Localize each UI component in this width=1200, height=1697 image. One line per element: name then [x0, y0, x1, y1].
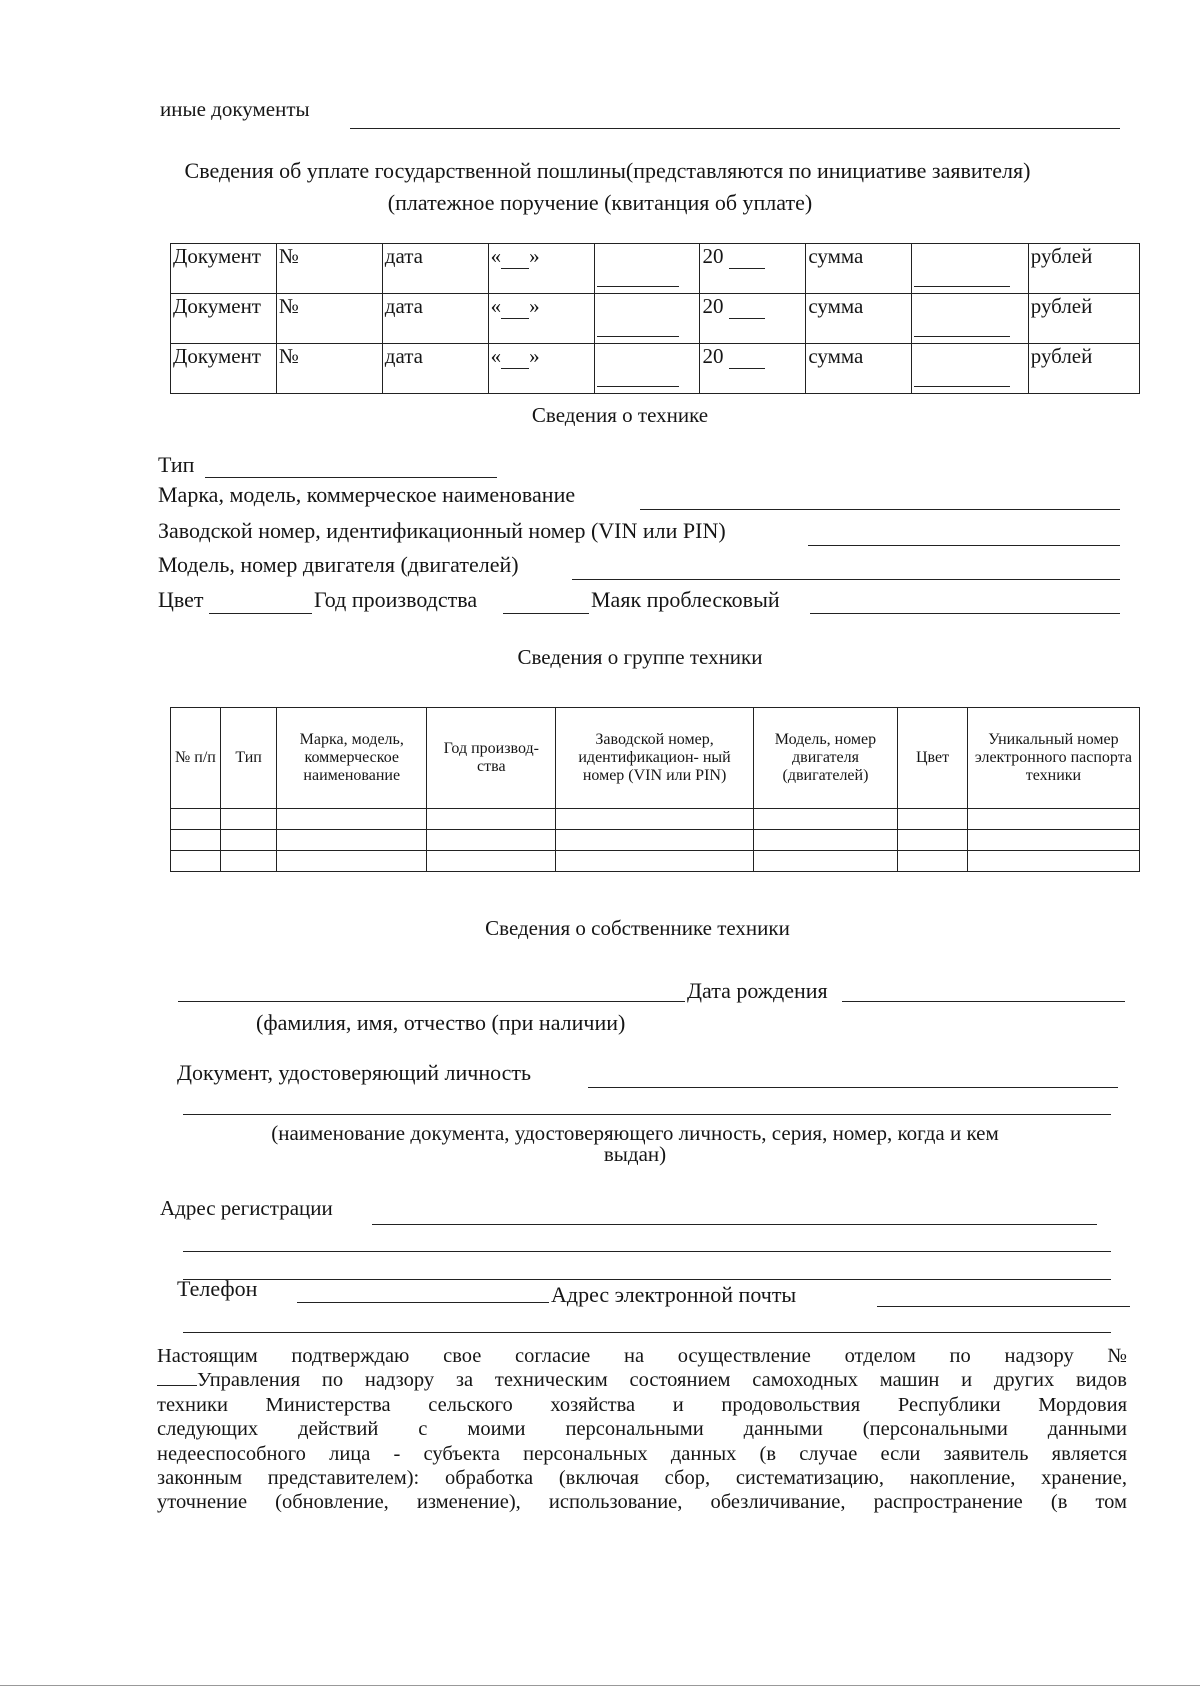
- group-table-cell[interactable]: [171, 830, 221, 851]
- fee-amount-cell[interactable]: [912, 244, 1028, 294]
- owner-extra-field[interactable]: [183, 1332, 1111, 1333]
- fee-doc-label: Документ: [173, 344, 261, 368]
- fee-quote-close: »: [529, 344, 540, 368]
- fee-day-cell[interactable]: [488, 244, 594, 294]
- fee-sum-label: сумма: [808, 294, 864, 318]
- group-table-cell[interactable]: [898, 851, 968, 872]
- fee-date-label: дата: [384, 244, 423, 268]
- fee-sum-label: сумма: [808, 244, 864, 268]
- group-col-header: Заводской номер, идентификацион- ный номер (VIN или PIN): [556, 708, 753, 809]
- tech-serial-field[interactable]: [808, 545, 1120, 546]
- group-table-cell[interactable]: [220, 809, 276, 830]
- group-table-cell[interactable]: [967, 809, 1139, 830]
- fee-amount-field[interactable]: [914, 268, 1010, 287]
- fee-day-cell[interactable]: [488, 344, 594, 394]
- fee-row: [171, 244, 1140, 294]
- owner-fio-caption: (фамилия, имя, отчество (при наличии): [256, 1010, 626, 1035]
- fee-amount-field[interactable]: [914, 318, 1010, 337]
- fee-day-field[interactable]: [501, 350, 529, 369]
- fee-num-label: №: [278, 344, 299, 368]
- consent-line: Настоящим подтверждаю свое согласие на осуществление отделом по надзору №: [157, 1345, 1127, 1367]
- fee-quote-close: »: [529, 294, 540, 318]
- tech-color-field[interactable]: [209, 613, 312, 614]
- group-title: Сведения о группе техники: [517, 645, 763, 669]
- group-table-cell[interactable]: [967, 851, 1139, 872]
- consent-line: техники Министерства сельского хозяйства и продовольствия Республики Мордовия: [157, 1393, 1127, 1416]
- fee-table: [170, 243, 1140, 394]
- owner-email-field[interactable]: [877, 1306, 1130, 1307]
- tech-type-label: Тип: [158, 452, 195, 477]
- group-col-header: Марка, модель, коммерческое наименование: [277, 708, 427, 809]
- fee-year-field[interactable]: [729, 300, 765, 319]
- owner-fio-field[interactable]: [178, 1001, 685, 1002]
- fee-year-cell[interactable]: [700, 344, 806, 394]
- fee-doc-number-cell[interactable]: [276, 294, 382, 344]
- group-table-cell[interactable]: [427, 830, 556, 851]
- fee-title: Сведения об уплате государственной пошлины(представляются по инициативе заявителя): [184, 158, 1031, 183]
- tech-brand-field[interactable]: [640, 509, 1120, 510]
- fee-sum-label: сумма: [808, 344, 864, 368]
- owner-birth-label: Дата рождения: [687, 978, 828, 1003]
- fee-quote-open: «: [490, 344, 502, 368]
- group-col-header: Цвет: [898, 708, 968, 809]
- consent-line: недееспособного лица - субъекта персональных данных (в случае если заявитель является: [157, 1442, 1127, 1465]
- group-table-cell[interactable]: [753, 851, 897, 872]
- tech-year-field[interactable]: [503, 613, 589, 614]
- fee-amount-cell[interactable]: [912, 294, 1028, 344]
- group-table-cell[interactable]: [898, 830, 968, 851]
- owner-phone-field[interactable]: [297, 1302, 549, 1303]
- group-table: [170, 707, 1140, 872]
- owner-address-field[interactable]: [372, 1224, 1097, 1225]
- group-table-cell[interactable]: [220, 830, 276, 851]
- group-col-header: № п/п: [171, 708, 221, 809]
- fee-num-label: №: [278, 244, 299, 268]
- group-table-cell[interactable]: [556, 809, 753, 830]
- fee-year-cell[interactable]: [700, 244, 806, 294]
- tech-brand-label: Марка, модель, коммерческое наименование: [158, 482, 576, 507]
- owner-email-label: Адрес электронной почты: [551, 1282, 797, 1307]
- tech-beacon-label: Маяк проблесковый: [591, 587, 780, 612]
- group-table-cell[interactable]: [556, 851, 753, 872]
- consent-line: следующих действий с моими персональными данными (персональными данными: [157, 1418, 1127, 1441]
- group-table-cell[interactable]: [753, 809, 897, 830]
- scan-edge-divider: [0, 1685, 1200, 1686]
- fee-doc-label: Документ: [173, 294, 261, 318]
- group-table-row: [171, 830, 1140, 851]
- group-table-row: [171, 851, 1140, 872]
- fee-year-label: 20: [702, 294, 724, 318]
- fee-day-field[interactable]: [501, 250, 529, 269]
- group-col-header: Модель, номер двигателя (двигателей): [753, 708, 897, 809]
- group-col-header: Уникальный номер электронного паспорта техники: [967, 708, 1139, 809]
- consent-line: законным представителем): обработка (включая сбор, систематизацию, накопление, хранение,: [157, 1467, 1127, 1490]
- tech-title: Сведения о технике: [531, 403, 709, 427]
- group-table-cell[interactable]: [898, 809, 968, 830]
- owner-id-doc-caption-2: выдан): [603, 1142, 667, 1166]
- fee-currency-label: рублей: [1030, 244, 1093, 268]
- fee-doc-number-cell[interactable]: [276, 244, 382, 294]
- tech-engine-label: Модель, номер двигателя (двигателей): [158, 552, 519, 577]
- group-table-cell[interactable]: [220, 851, 276, 872]
- fee-month-field[interactable]: [597, 268, 679, 287]
- fee-subtitle: (платежное поручение (квитанция об уплате): [387, 190, 813, 215]
- owner-title: Сведения о собственнике техники: [485, 916, 790, 940]
- fee-day-field[interactable]: [501, 300, 529, 319]
- fee-currency-label: рублей: [1030, 344, 1093, 368]
- fee-month-cell[interactable]: [594, 244, 700, 294]
- fee-month-field[interactable]: [597, 368, 679, 387]
- tech-serial-label: Заводской номер, идентификационный номер (VIN или PIN): [158, 518, 726, 543]
- tech-beacon-field[interactable]: [810, 613, 1120, 614]
- group-table-cell[interactable]: [967, 830, 1139, 851]
- group-table-cell[interactable]: [277, 809, 427, 830]
- tech-year-label: Год производства: [314, 587, 478, 612]
- group-table-cell[interactable]: [277, 851, 427, 872]
- consent-dept-number-field[interactable]: [157, 1369, 197, 1386]
- group-table-cell[interactable]: [277, 830, 427, 851]
- fee-month-field[interactable]: [597, 318, 679, 337]
- fee-row: [171, 294, 1140, 344]
- owner-birth-field[interactable]: [842, 1001, 1125, 1002]
- group-table-cell[interactable]: [556, 830, 753, 851]
- group-col-header: Тип: [220, 708, 276, 809]
- fee-day-cell[interactable]: [488, 294, 594, 344]
- tech-engine-field[interactable]: [572, 579, 1120, 580]
- fee-quote-open: «: [490, 244, 502, 268]
- consent-line: Управления по надзору за техническим состоянием самоходных машин и других видов: [197, 1369, 1127, 1392]
- fee-quote-close: »: [529, 244, 540, 268]
- fee-month-cell[interactable]: [594, 294, 700, 344]
- owner-address-label: Адрес регистрации: [160, 1196, 333, 1220]
- fee-quote-open: «: [490, 294, 502, 318]
- group-table-cell[interactable]: [427, 851, 556, 872]
- owner-id-doc-field-2[interactable]: [183, 1114, 1111, 1115]
- fee-date-label: дата: [384, 344, 423, 368]
- fee-year-label: 20: [702, 244, 724, 268]
- group-table-cell[interactable]: [427, 809, 556, 830]
- group-col-header: Год производ- ства: [427, 708, 556, 809]
- consent-line: уточнение (обновление, изменение), использование, обезличивание, распространение (в том: [157, 1491, 1127, 1514]
- fee-year-label: 20: [702, 344, 724, 368]
- fee-year-cell[interactable]: [700, 294, 806, 344]
- owner-address-field-2[interactable]: [183, 1251, 1111, 1252]
- fee-amount-field[interactable]: [914, 368, 1010, 387]
- owner-address-field-3[interactable]: [183, 1279, 1111, 1280]
- owner-id-doc-caption-1: (наименование документа, удостоверяющего личность, серия, номер, когда и кем: [271, 1121, 999, 1145]
- fee-date-label: дата: [384, 294, 423, 318]
- tech-color-label: Цвет: [158, 587, 204, 612]
- owner-id-doc-field[interactable]: [588, 1087, 1118, 1088]
- fee-year-field[interactable]: [729, 250, 765, 269]
- tech-type-field[interactable]: [205, 477, 497, 478]
- fee-doc-number-cell[interactable]: [276, 344, 382, 394]
- fee-month-cell[interactable]: [594, 344, 700, 394]
- owner-id-doc-label: Документ, удостоверяющий личность: [177, 1060, 532, 1085]
- other-docs-label: иные документы: [160, 97, 310, 121]
- group-table-row: [171, 809, 1140, 830]
- other-docs-field[interactable]: [350, 128, 1120, 129]
- fee-doc-label: Документ: [173, 244, 261, 268]
- fee-year-field[interactable]: [729, 350, 765, 369]
- fee-currency-label: рублей: [1030, 294, 1093, 318]
- owner-phone-label: Телефон: [177, 1276, 258, 1301]
- fee-amount-cell[interactable]: [912, 344, 1028, 394]
- fee-num-label: №: [278, 294, 299, 318]
- fee-row: [171, 344, 1140, 394]
- group-table-cell[interactable]: [171, 809, 221, 830]
- group-table-cell[interactable]: [753, 830, 897, 851]
- consent-paragraph: [157, 1344, 1127, 1515]
- group-table-cell[interactable]: [171, 851, 221, 872]
